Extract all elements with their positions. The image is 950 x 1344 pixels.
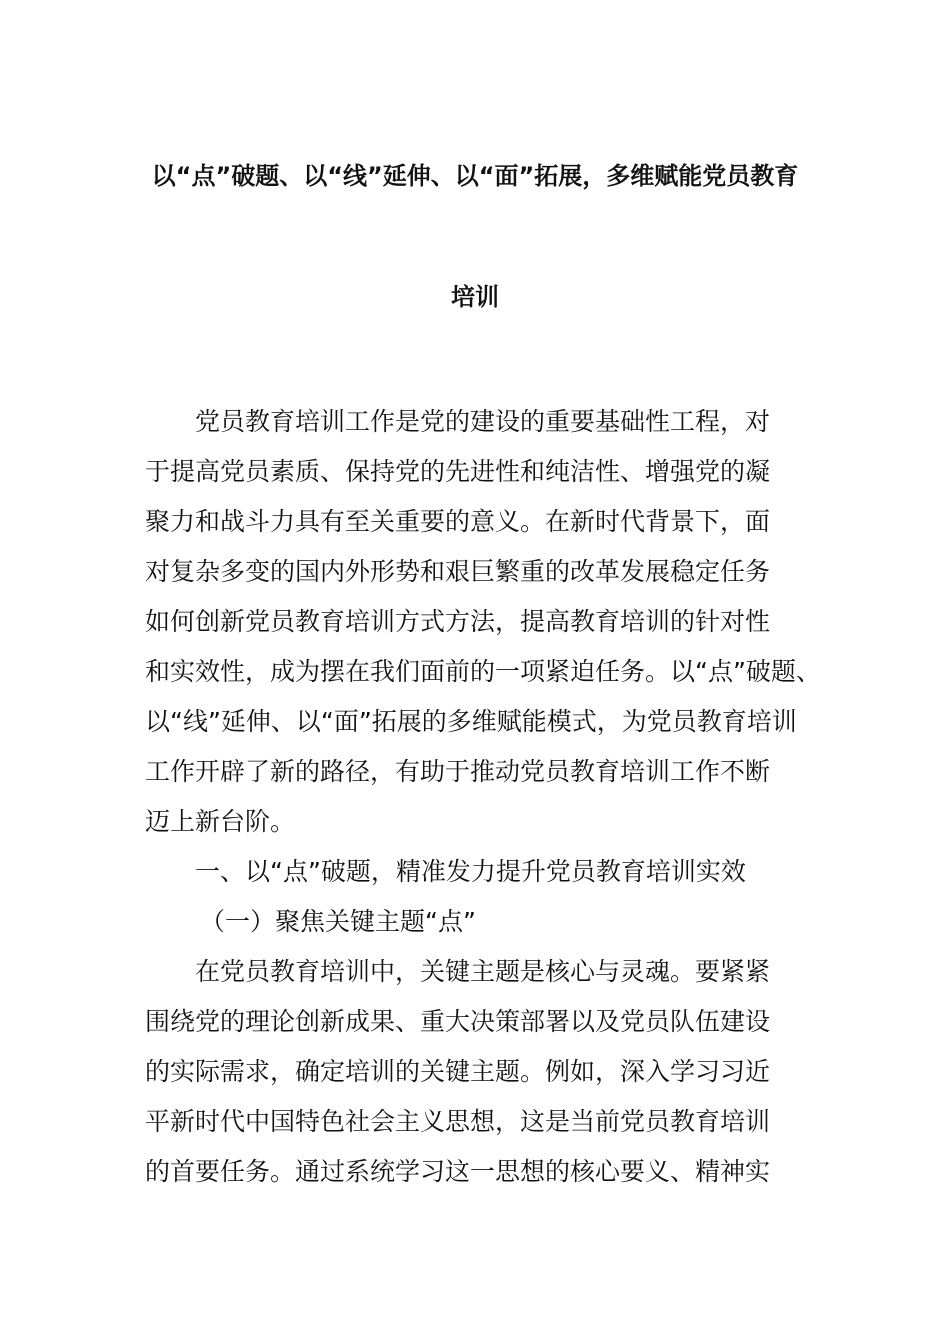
text-line: 和实效性，成为摆在我们面前的一项紧迫任务。以“点”破题、: [145, 657, 821, 686]
paragraph-intro: [145, 397, 821, 847]
text-line: 对复杂多变的国内外形势和艰巨繁重的改革发展稳定任务: [145, 557, 771, 586]
paragraph-section-1: [145, 947, 810, 1197]
section-heading: [145, 847, 810, 897]
text-line: 在党员教育培训中，关键主题是核心与灵魂。要紧紧: [195, 957, 771, 986]
document-title-line-1: 以“点”破题、以“线”延伸、以“面”拓展，多维赋能党员教育: [151, 162, 799, 190]
text-line: 以“线”延伸、以“面”拓展的多维赋能模式，为党员教育培训: [145, 707, 797, 736]
text-line: 的首要任务。通过系统学习这一思想的核心要义、精神实: [145, 1157, 771, 1186]
text-line: 围绕党的理论创新成果、重大决策部署以及党员队伍建设: [145, 1007, 771, 1036]
text-line: 于提高党员素质、保持党的先进性和纯洁性、增强党的凝: [145, 457, 771, 486]
text-line: 平新时代中国特色社会主义思想，这是当前党员教育培训: [145, 1107, 771, 1136]
document-title-line-2: 培训: [451, 283, 499, 311]
text-line: 党员教育培训工作是党的建设的重要基础性工程，对: [195, 407, 771, 436]
document-body: [145, 397, 821, 1197]
text-line: 如何创新党员教育培训方式方法，提高教育培训的针对性: [145, 607, 771, 636]
subheading-text: （一）聚焦关键主题“点”: [200, 907, 476, 936]
section-subheading: [145, 897, 810, 947]
text-line: 迈上新台阶。: [145, 807, 296, 836]
text-line: 的实际需求，确定培训的关键主题。例如，深入学习习近: [145, 1057, 771, 1086]
heading-text: 一、以“点”破题，精准发力提升党员教育培训实效: [195, 857, 746, 886]
text-line: 聚力和战斗力具有至关重要的意义。在新时代背景下，面: [145, 507, 771, 536]
text-line: 工作开辟了新的路径，有助于推动党员教育培训工作不断: [145, 757, 771, 786]
